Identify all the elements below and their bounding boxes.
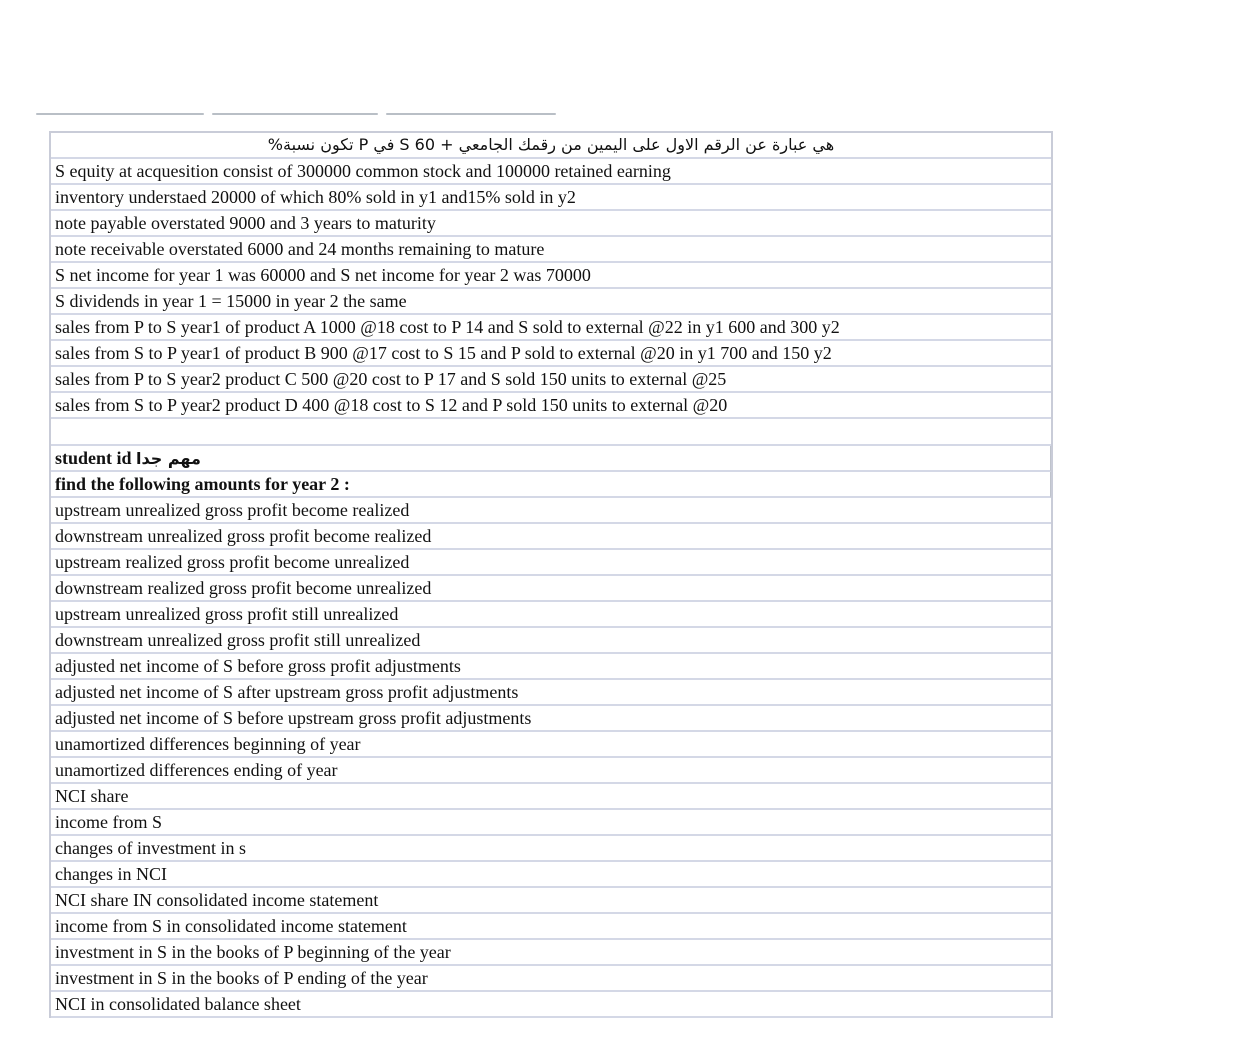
question-row: NCI in consolidated balance sheet — [51, 992, 1051, 1018]
fact-row: S dividends in year 1 = 15000 in year 2 the same — [51, 289, 1051, 315]
question-row: downstream unrealized gross profit become realized — [51, 524, 1051, 550]
blank-row — [51, 419, 1051, 446]
question-row: unamortized differences ending of year — [51, 758, 1051, 784]
fact-row: note receivable overstated 6000 and 24 months remaining to mature — [51, 237, 1051, 263]
find-heading-row: find the following amounts for year 2 : — [51, 472, 1051, 498]
question-row: NCI share — [51, 784, 1051, 810]
question-row: changes in NCI — [51, 862, 1051, 888]
fact-row: S net income for year 1 was 60000 and S net income for year 2 was 70000 — [51, 263, 1051, 289]
fact-row: sales from P to S year1 of product A 1000 @18 cost to P 14 and S sold to external @22 in y1 600 and 300 y2 — [51, 315, 1051, 341]
question-row: unamortized differences beginning of year — [51, 732, 1051, 758]
question-row: downstream unrealized gross profit still unrealized — [51, 628, 1051, 654]
student-id-label: student id — [55, 448, 132, 468]
question-row: upstream realized gross profit become unrealized — [51, 550, 1051, 576]
spreadsheet-table — [49, 131, 1053, 1018]
student-id-row — [51, 446, 1051, 472]
fact-row: sales from S to P year1 of product B 900 @17 cost to S 15 and P sold to external @20 in y1 700 and 150 y2 — [51, 341, 1051, 367]
question-row: downstream realized gross profit become unrealized — [51, 576, 1051, 602]
fact-row: inventory understaed 20000 of which 80% sold in y1 and15% sold in y2 — [51, 185, 1051, 211]
sheet-tab-strip — [36, 113, 556, 116]
sheet-tab-3[interactable] — [386, 113, 556, 115]
question-row: income from S in consolidated income statement — [51, 914, 1051, 940]
question-row: investment in S in the books of P beginning of the year — [51, 940, 1051, 966]
question-row: adjusted net income of S before upstream gross profit adjustments — [51, 706, 1051, 732]
fact-row: sales from S to P year2 product D 400 @18 cost to S 12 and P sold 150 units to external @20 — [51, 393, 1051, 419]
question-row: upstream unrealized gross profit still unrealized — [51, 602, 1051, 628]
sheet-tab-1[interactable] — [36, 113, 204, 115]
question-row: adjusted net income of S before gross profit adjustments — [51, 654, 1051, 680]
question-row: adjusted net income of S after upstream gross profit adjustments — [51, 680, 1051, 706]
fact-row: sales from P to S year2 product C 500 @20 cost to P 17 and S sold 150 units to external @25 — [51, 367, 1051, 393]
sheet-tab-2[interactable] — [212, 113, 378, 115]
question-row: investment in S in the books of P ending of the year — [51, 966, 1051, 992]
fact-row: S equity at acquesition consist of 300000 common stock and 100000 retained earning — [51, 159, 1051, 185]
question-row: NCI share IN consolidated income statement — [51, 888, 1051, 914]
fact-row: note payable overstated 9000 and 3 years to maturity — [51, 211, 1051, 237]
question-row: income from S — [51, 810, 1051, 836]
question-row: changes of investment in s — [51, 836, 1051, 862]
question-row: upstream unrealized gross profit become realized — [51, 498, 1051, 524]
percentage-title-row: هي عبارة عن الرقم الاول على اليمين من رقمك الجامعي + 60 S في P تكون نسبة% — [51, 133, 1051, 159]
student-id-note: مهم جدا — [136, 449, 201, 468]
